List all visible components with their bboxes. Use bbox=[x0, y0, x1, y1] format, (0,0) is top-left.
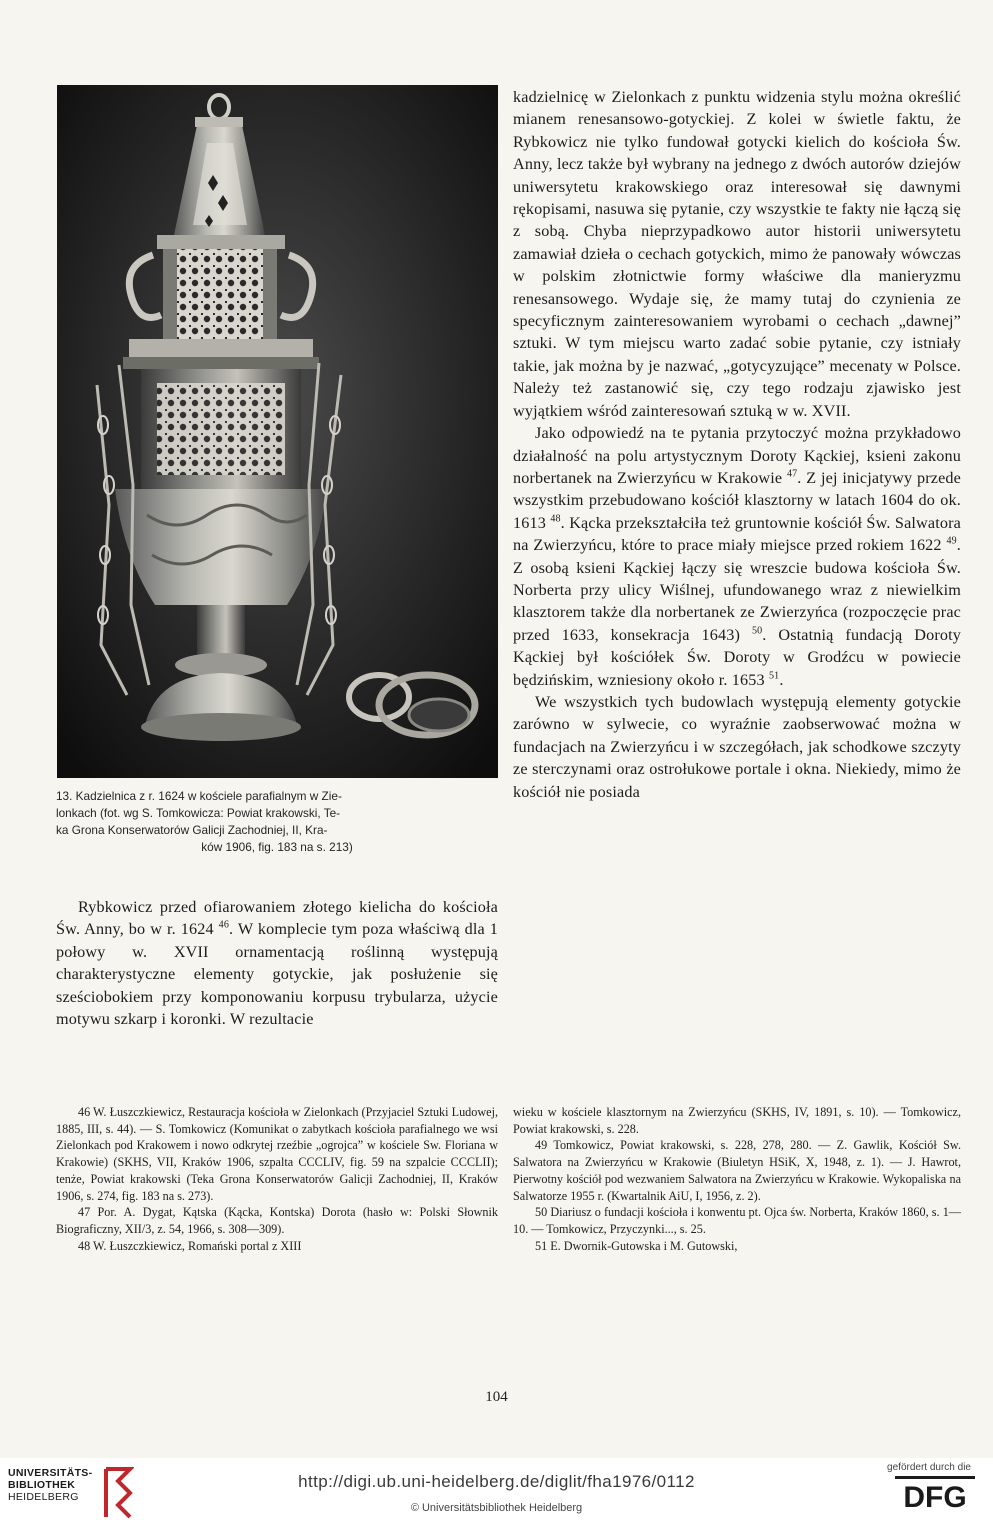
viewer-footer bbox=[0, 1458, 993, 1528]
dfg-logo[interactable] bbox=[895, 1476, 975, 1515]
caption-line: ków 1906, fig. 183 na s. 213) bbox=[201, 840, 353, 854]
footnotes-right bbox=[513, 1104, 961, 1254]
footnote-46: 46 W. Łuszczkiewicz, Restauracja kościoła w Zielonkach (Przyjaciel Sztuki Ludowej, 1885, III, s. 44). — S. Tomkowicz (Komunikat o zabytkach kościoła parafialnego we wsi Zielonkach pod Krakowem i nowo odkrytej rzeźbie „ogrojca” w kościele Sw. Floriana w Krakowie) (SKHS, VII, Kraków 1906, szpalta CCCLIV, fig. 59 na szpalcie CCCLII); tenże, Powiat krakowski (Teka Grona Konserwatorów Galicji Zachodniej, II, Kraków 1906, s. 274, fig. 183 na s. 273). bbox=[56, 1105, 498, 1203]
footnote-ref-50[interactable]: 50 bbox=[751, 625, 763, 637]
library-name[interactable]: UNIVERSITÄTS- BIBLIOTHEK HEIDELBERG bbox=[8, 1467, 93, 1503]
footnote-49: 49 Tomkowicz, Powiat krakowski, s. 228, 278, 280. — Z. Gawlik, Kościół Sw. Salwatora na Zwierzyńcu w Krakowie (Biuletyn HSiK, X, 1948, z. 1). — J. Hawrot, Pierwotny kościół pod wezwaniem Salwatora na Zwierzyńcu w Krakowie. Wykopaliska na Salwatorze 1955 r. (Kwartalnik AiU, I, 1956, z. 2). bbox=[513, 1138, 961, 1203]
left-column-body bbox=[56, 896, 498, 1030]
caption-line: 13. Kadzielnica z r. 1624 w kościele parafialnym w Zie- bbox=[56, 789, 342, 803]
copyright-notice: © Universitätsbibliothek Heidelberg bbox=[410, 1502, 583, 1514]
footnote-48: 48 W. Łuszczkiewicz, Romański portal z XIII bbox=[78, 1238, 302, 1253]
footnote-ref-51[interactable]: 51 bbox=[769, 670, 780, 682]
censer-illustration bbox=[57, 85, 498, 778]
caption-line: ka Grona Konserwatorów Galicji Zachodniej, II, Kra- bbox=[56, 823, 328, 837]
page-number: 104 bbox=[485, 1389, 508, 1405]
right-paragraph-1: kadzielnicę w Zielonkach z punktu widzenia stylu można określić mianem renesansowo-gotyckiej. Z kolei w świetle faktu, że Rybkowicz nie tylko fundował gotycki kielich do kościoła Św. Anny, lecz także był wybrany na jednego z dwóch autorów dziejów uniwersytetu krakowskiego oraz interesował się dawnymi rękopisami, nasuwa się pytanie, czy wszystkie te fakty nie łączą się z sobą. Chyba nieprzypadkowo autor historii uniwersytetu zamawiał dzieła o cechach gotyckich, mimo że panowały wówczas w polskim złotnictwie formy właściwe dla manieryzmu renesansowego. Wydaje się, że mamy tutaj do czynienia ze specyficznym zainteresowaniem wyrobami o cechach „dawnej” sztuki. W tym miejscu warto zadać sobie pytanie, czy istniały takie, jak można by je nazwać, „gotycyzujące” mecenaty w Polsce. Należy też zastanowić się, czy tego rodzaju zjawisko jest wyjątkiem wśród zainteresowań sztuką w w. XVII. bbox=[513, 88, 961, 420]
left-paragraph: Rybkowicz przed ofiarowaniem złotego kielicha do kościoła Św. Anny, bo w r. 1624 $^{46}$. W komplecie tym poza właściwą dla 1 połowy w. XVII ornamentacją roślinną występują charakterystyczne elementy gotyckie, jak posłużenie się sześciobokiem przy komponowaniu korpusu trybularza, użycie motywu szkarp i koronki. W rezultacie bbox=[56, 898, 498, 1029]
footnote-ref-49[interactable]: 49 bbox=[946, 535, 957, 547]
footnote-47: 47 Por. A. Dygat, Kątska (Kącka, Kontska) Dorota (hasło w: Polski Słownik Biograficzny, XII/3, z. 54, 1966, s. 308—309). bbox=[56, 1205, 498, 1236]
censer-photo bbox=[57, 85, 498, 778]
right-column-body bbox=[513, 86, 961, 803]
figure-caption bbox=[56, 788, 498, 856]
footnote-50: 50 Diariusz o fundacji kościoła i konwentu pt. Ojca św. Norberta, Kraków 1860, s. 1—10. — Tomkowicz, Przyczynki..., s. 25. bbox=[513, 1205, 961, 1236]
svg-text:DFG: DFG bbox=[903, 1481, 967, 1510]
footnote-ref-47[interactable]: 47 bbox=[786, 468, 798, 480]
caption-line: lonkach (fot. wg S. Tomkowicza: Powiat krakowski, Te- bbox=[56, 806, 341, 820]
footnote-48-continued: wieku w kościele klasztornym na Zwierzyńcu (SKHS, IV, 1891, s. 10). — Tomkowicz, Powiat krakowski, s. 228. bbox=[513, 1105, 961, 1136]
funding-label: gefördert durch die bbox=[887, 1462, 971, 1473]
right-paragraph-2: Jako odpowiedź na te pytania przytoczyć można przykładowo działalność na polu artystycznym Doroty Kąckiej, ksieni zakonu norbertanek na Zwierzyńcu w Krakowie $^{47}$. Z jej inicjatywy przede wszystkim przebudowano kościół klasztorny w latach 1604 do ok. 1613 $^{48}$. Kącka przekształciła też gruntownie kościół Św. Salwatora na Zwierzyńcu, które to prace miały miejsce przed rokiem 1622 $^{49}$. Z osobą ksieni Kąckiej łączy się wreszcie budowa kościoła Św. Norberta przy ulicy Wiślnej, ufundowanego wraz z niewielkim klasztorem także dla norbertanek ze Zwierzyńca (rozpoczęcie prac przed 1633, konsekracja 1643) $^{50}$. Ostatnią fundacją Doroty Kąckiej był kościółek Św. Doroty w Grodźcu w powiecie będzińskim, wzniesiony około r. 1653 $^{51}$. bbox=[513, 424, 961, 689]
footnotes-left bbox=[56, 1104, 498, 1254]
right-paragraph-3: We wszystkich tych budowlach występują elementy gotyckie zarówno w sylwecie, co wyraźnie zaobserwować można w fundacjach na Zwierzyńcu i w szczegółach, jak schodkowe szczyty ze sterczynami oraz ostrołukowe portale i okna. Niekiedy, mimo że kościół nie posiada bbox=[513, 692, 961, 801]
footnote-51: 51 E. Dwornik-Gutowska i M. Gutowski, bbox=[535, 1238, 738, 1253]
permalink-url[interactable]: http://digi.ub.uni-heidelberg.de/diglit/fha1976/0112 bbox=[298, 1472, 695, 1491]
footnote-ref-48[interactable]: 48 bbox=[550, 513, 561, 525]
footnote-ref-46[interactable]: 46 bbox=[218, 920, 230, 932]
